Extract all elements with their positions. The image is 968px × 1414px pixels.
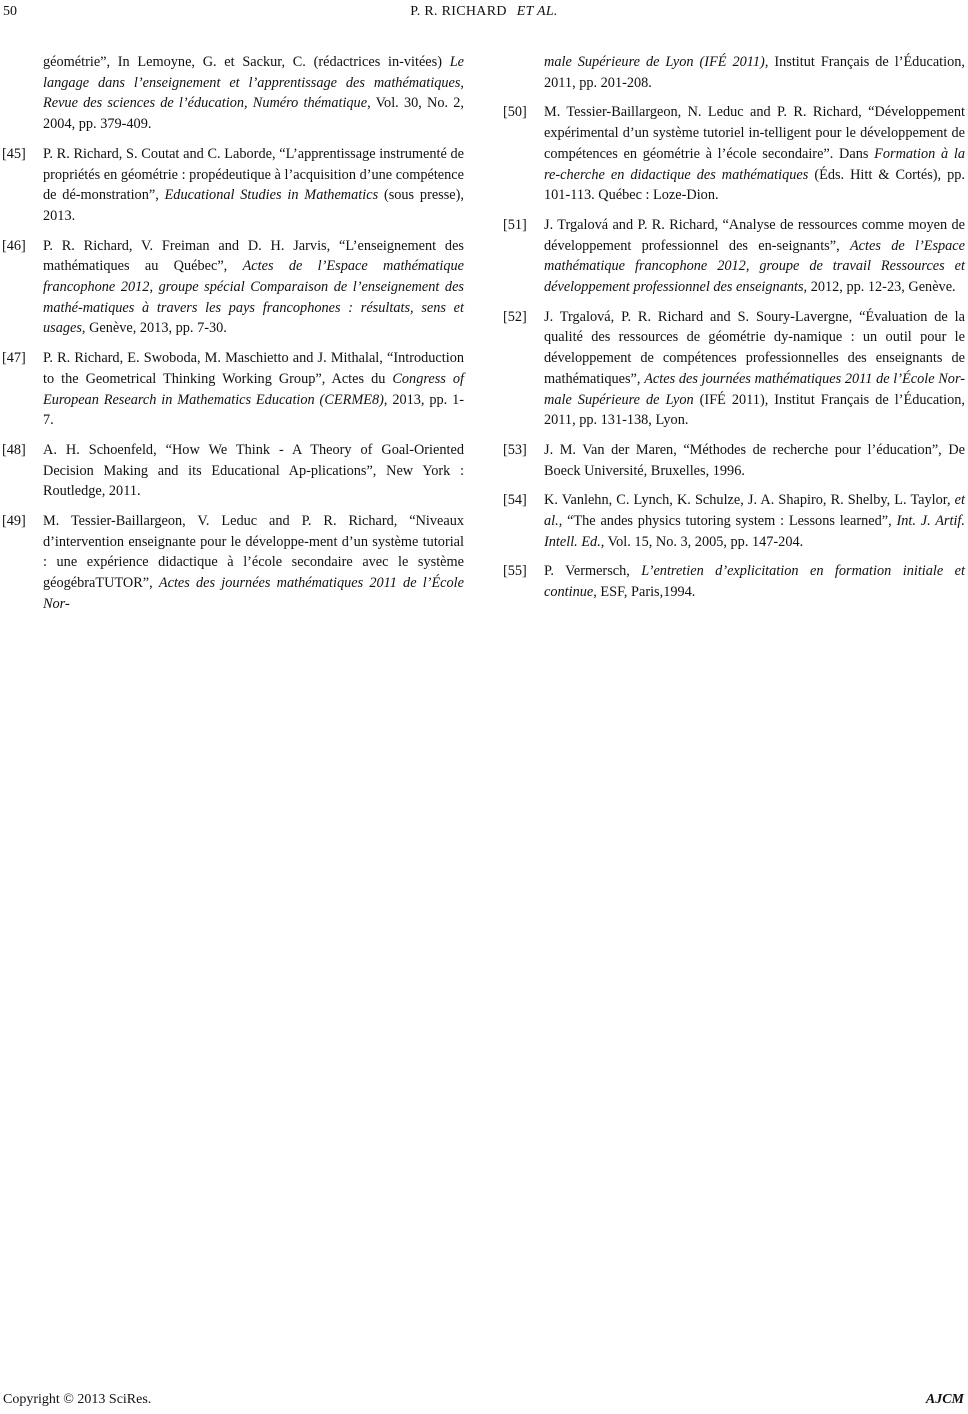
reference-text: K. Vanlehn, C. Lynch, K. Schulze, J. A. Shapiro, R. Shelby, L. Taylor,: [544, 492, 955, 509]
reference-number: [52]: [503, 308, 527, 325]
reference-italic-text: et al.,: [544, 492, 965, 530]
reference-continuation: [43, 52, 464, 135]
reference-text: Vol. 15, No. 3, 2005, pp. 147-204.: [604, 533, 804, 550]
reference-italic-text: Congress of European Research in Mathematics Education (CERME8): [43, 370, 464, 408]
right-column-references: [503, 52, 966, 612]
reference-number: [55]: [503, 563, 527, 580]
reference-text: P. Vermersch,: [544, 563, 642, 580]
journal-abbreviation: AJCM: [925, 1392, 964, 1407]
reference-text: géométrie”, In Lemoyne, G. et Sackur, C. (rédactrices in-vitées): [43, 54, 450, 70]
reference-text: 2012, pp. 12-23, Genève.: [807, 279, 956, 296]
copyright-notice: Copyright © 2013 SciRes.: [3, 1392, 152, 1407]
reference-italic-text: Formation à la re-cherche en didactique des mathématiques: [544, 145, 965, 183]
reference-italic-text: Actes de l’Espace mathématique francophone 2012, groupe de travail Ressources et développement professionnel des enseignants,: [544, 237, 965, 296]
reference-entry: [503, 440, 965, 481]
reference-entry: [503, 307, 965, 431]
reference-italic-text: Actes de l’Espace mathématique francophone 2012, groupe spécial Comparaison de l’enseignement des mathé-matiques à travers les pays francophones : résultats, sens et usages: [43, 258, 464, 337]
left-column-references: [2, 52, 464, 624]
reference-text: , Genève, 2013, pp. 7-30.: [81, 320, 227, 337]
reference-number: [51]: [503, 216, 527, 233]
reference-text: M. Tessier-Baillargeon, V. Leduc and P. R. Richard, “Niveaux d’intervention enseignante pour le développe-ment d’un système tutorial : une expérience didactique à l’école secondaire avec le système géogébraTUTOR”,: [43, 513, 464, 592]
reference-text: P. R. Richard, S. Coutat and C. Laborde, “L’apprentissage instrumenté de propriétés en géométrie : propédeutique à l’acquisition d’une compétence de dé-monstration”,: [43, 145, 464, 204]
reference-text: , Vol. 30, No. 2, 2004, pp. 379-409.: [43, 95, 464, 133]
running-title-authors: P. R. RICHARD: [410, 4, 507, 19]
reference-text: J. M. Van der Maren, “Méthodes de recherche pour l’éducation”, De Boeck Université, Bruxelles, 1996.: [544, 441, 965, 479]
reference-number: [49]: [2, 513, 26, 530]
reference-text: “The andes physics tutoring system : Lessons learned”,: [562, 513, 897, 530]
reference-italic-text: male Supérieure de Lyon (IFÉ 2011): [544, 54, 765, 70]
page-header: [0, 4, 968, 26]
reference-entry: [2, 144, 464, 227]
reference-entry: [503, 102, 966, 206]
reference-text: (Éds. Hitt & Cortés), pp. 101-113. Québec : Loze-Dion.: [544, 166, 966, 204]
reference-text: , ESF, Paris,1994.: [593, 584, 696, 601]
reference-text: (sous presse), 2013.: [43, 187, 464, 224]
reference-text: A. H. Schoenfeld, “How We Think - A Theory of Goal-Oriented Decision Making and its Educational Ap-plications”, New York : Routledge, 2011.: [43, 441, 464, 500]
reference-text: (IFÉ 2011), Institut Français de l’Éducation, 2011, pp. 131-138, Lyon.: [544, 391, 965, 429]
reference-italic-text: Actes des journées mathématiques 2011 de l’École Nor-: [43, 575, 464, 612]
running-title-etal: ET AL.: [516, 4, 558, 19]
reference-text: J. Trgalová and P. R. Richard, “Analyse de ressources comme moyen de développement professionnel des en-seignants”,: [544, 216, 965, 254]
reference-text: M. Tessier-Baillargeon, N. Leduc and P. R. Richard, “Développement expérimental d’un système tutoriel in-telligent pour le développement de compétences en géométrie à l’école secondaire”. Dans: [544, 104, 965, 162]
reference-entry: [2, 511, 464, 615]
page-number: 50: [3, 4, 17, 19]
reference-text: , 2013, pp. 1-7.: [43, 391, 464, 429]
reference-text: P. R. Richard, V. Freiman and D. H. Jarvis, “L’enseignement des mathématiques au Québec”,: [43, 237, 464, 275]
reference-italic-text: Le langage dans l’enseignement et l’apprentissage des mathématiques, Revue des sciences de l’éducation, Numéro thématique: [43, 54, 464, 112]
reference-italic-text: Actes des journées mathématiques 2011 de l’École Nor-male Supérieure de Lyon: [544, 370, 965, 408]
reference-number: [47]: [2, 350, 26, 367]
reference-italic-text: Educational Studies in Mathematics: [164, 187, 379, 204]
reference-number: [50]: [503, 104, 527, 121]
reference-number: [53]: [503, 441, 527, 458]
reference-entry: [2, 348, 464, 431]
reference-number: [46]: [2, 237, 26, 254]
reference-italic-text: L’entretien d’explicitation en formation initiale et continue: [544, 563, 965, 601]
reference-continuation: [544, 52, 965, 93]
reference-number: [54]: [503, 492, 527, 509]
reference-number: [48]: [2, 441, 26, 458]
reference-entry: [2, 440, 464, 502]
reference-text: P. R. Richard, E. Swoboda, M. Maschietto and J. Mithalal, “Introduction to the Geometrical Thinking Working Group”, Actes du: [43, 350, 464, 387]
reference-italic-text: Int. J. Artif. Intell. Ed.,: [544, 513, 965, 550]
reference-entry: [503, 561, 965, 602]
reference-entry: [503, 490, 965, 552]
reference-entry: [2, 236, 464, 340]
reference-text: , Institut Français de l’Éducation, 2011, pp. 201-208.: [544, 54, 965, 91]
reference-text: J. Trgalová, P. R. Richard and S. Soury-Lavergne, “Évaluation de la qualité des ressources de géométrie dy-namique : un outil pour le développement de compétences professionnelles des enseignants de mathématiques”,: [544, 308, 965, 387]
reference-entry: [503, 215, 965, 298]
running-title: [0, 4, 968, 20]
reference-number: [45]: [2, 145, 26, 162]
